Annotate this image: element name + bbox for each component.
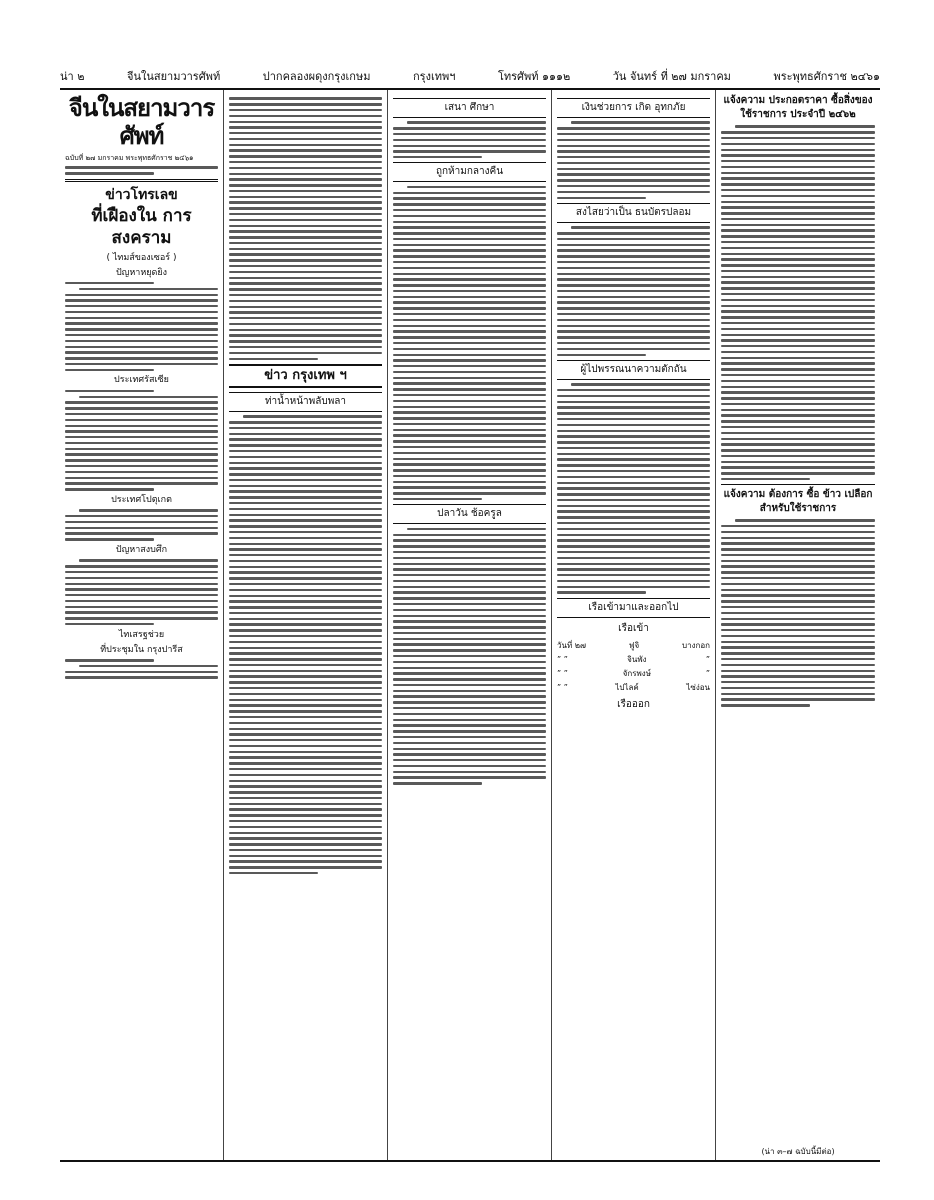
subhead-plaintiff: ผู้ไปพรรณนาความตักถัน [557,360,710,380]
phone: โทรศัพท์ ๑๑๑๒ [497,70,571,83]
article-plaintiff [557,383,710,594]
main-headline: ที่เฝืองใน การสงคราม [91,205,192,248]
notice-paddy [721,519,875,706]
city: กรุงเทพฯ [413,70,456,83]
subhead-counterfeit: สงไสยว่าเป็น ธนบัตรปลอม [557,203,710,223]
subhead-pier: ท่าน้ำหน้าพลับพลา [229,392,382,412]
shipping-arrivals-label: เรือเข้า [618,622,649,634]
subhead-ceasefire: ปัญหาหยุดยิง [115,267,168,278]
article-paris [65,659,218,679]
article-russia [65,390,218,491]
shipping-schedule [557,639,710,695]
masthead-year: พระพุทธศักราช ๒๔๖๑ [125,154,194,162]
schedule-row: วันที่ ๒๗ ฟูจิ บางกอก [557,640,710,650]
bottom-rule [60,1160,880,1162]
page-columns [60,90,880,1160]
article-portugal [65,509,218,540]
page-header [60,58,880,90]
subhead-flood-relief: เงินช่วยการ เกิด อุทกภัย [557,98,710,118]
article-ceasefire [65,282,218,371]
paper-section: จีนในสยามวารศัพท์ [127,70,221,83]
subhead-night-ban: ถูกห้ามกลางคืน [393,162,546,182]
column-2 [224,90,388,1160]
notice-paddy-title: แจ้งความ ต้องการ ซื้อ ข้าว เปลือก สำหรับใช้ราชการ [723,488,873,514]
article-counterfeit [557,226,710,356]
notice-procurement [721,125,875,480]
article-fishing [393,528,546,785]
notice-procurement-title: แจ้งความ ประกอตราคา ซื้อสิ่งของ ใช้ราชการ ประจำปี ๒๔๖๒ [723,95,873,120]
article-continued [229,97,382,360]
page-number: น่า ๒ [60,70,85,83]
subhead-russia: ประเทศรัสเซีย [114,375,169,386]
issue-year: พระพุทธศักราช ๒๔๖๑ [773,70,880,83]
column-1 [60,90,224,1160]
subhead-shipping: เรือเข้ามาและออกไป [557,598,710,618]
section-title: ข่าวโทรเลข [105,186,178,203]
article-military-school [393,121,546,158]
source-line: ( ไทมส์ของเซอร์ ) [106,252,177,263]
masthead: จีนในสยามวารศัพท์ [68,93,215,150]
schedule-row: ” ” จักรพงษ์ ” [557,668,710,678]
subhead-paris: ที่ประชุมใน กรุงปารีส [100,644,183,655]
masthead-text [65,166,218,174]
article-flood-relief [557,121,710,199]
bangkok-news-banner: ข่าว กรุงเทพ ฯ [229,364,382,388]
subhead-help: ไทเสรฐช่วย [118,629,165,640]
address: ปากคลองผดุงกรุงเกษม [262,70,371,83]
article-night-ban [393,186,546,501]
shipping-departures-label: เรือออก [617,698,650,710]
subhead-portugal: ประเทศโปตุเกต [111,494,172,505]
masthead-meta [65,153,218,163]
column-5 [716,90,880,1160]
article-pier [229,415,382,874]
subhead-armistice: ปัญหาสงบศึก [115,544,168,555]
issue-date: วัน จันทร์ ที่ ๒๗ มกราคม [612,70,731,83]
subhead-military-school: เสนา ศึกษา [393,98,546,118]
masthead-issue: ฉบับที่ ๒๗ มกราคม [65,154,124,162]
column-3 [388,90,552,1160]
article-armistice [65,559,218,625]
schedule-row: ” ” จินพัง ” [557,654,710,664]
column-4 [552,90,716,1160]
subhead-fishing: ปลาวัน ช้อครูล [393,504,546,524]
schedule-row: ” ” ไปไลค์ ไซ่ง่อน [557,682,710,692]
continued-note: (น่า ๓–๗ ฉบับนี้มีต่อ) [761,1147,835,1156]
